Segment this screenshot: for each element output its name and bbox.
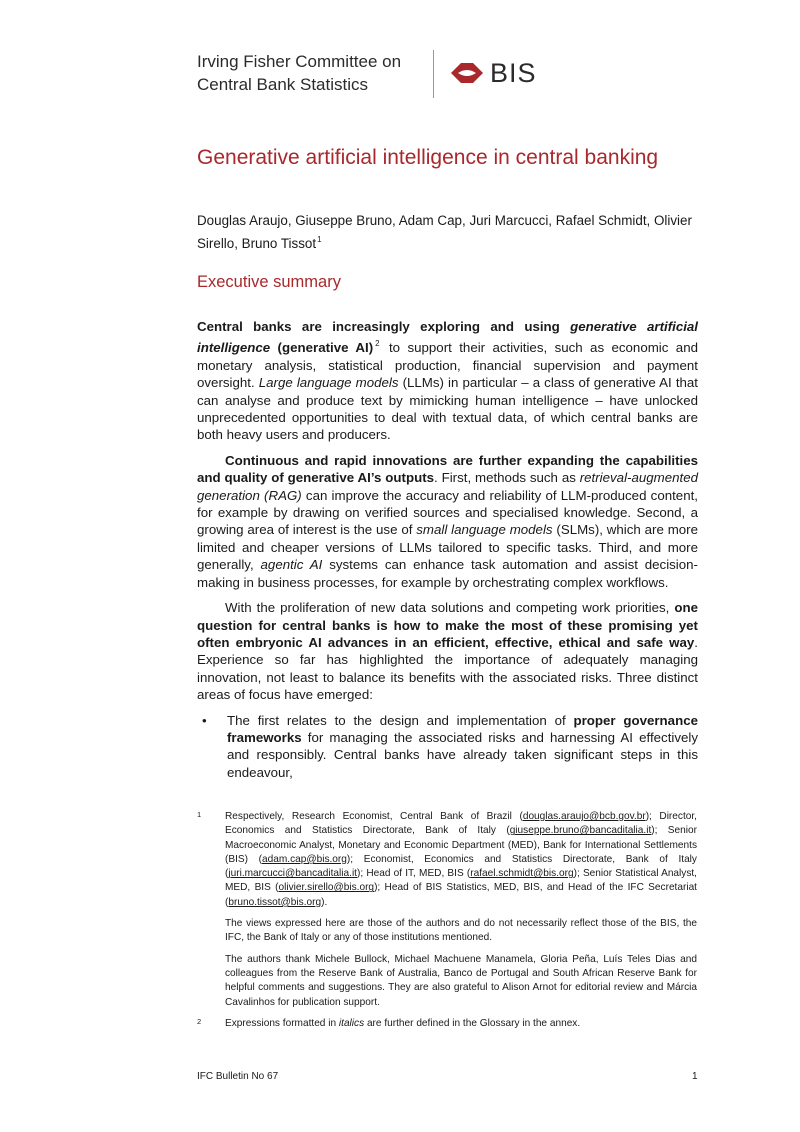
fn1-text-e: ); Head of IT, MED, BIS ( [357,868,471,880]
authors [197,212,702,253]
footnote-1-affiliations [225,810,697,910]
email-link[interactable]: adam.cap@bis.org [262,853,347,865]
email-link[interactable]: bruno.tissot@bis.org [228,896,322,908]
bullet1-text-2: for managing the associated risks and harnessing AI effectively and responsibly. Central banks have already taken significant steps in this endeavour, [227,729,698,780]
p1-bold-1: Central banks are increasingly exploring and using [197,319,571,334]
fn2-text-a: Expressions formatted in [225,1017,339,1029]
committee-line-2: Central Bank Statistics [197,75,369,94]
p3-text-2: . Experience so far has highlighted the importance of adequately managing innovation, not least to balance its benefits with the associated risks. Three distinct areas of focus have emerged: [197,634,698,703]
author-list: Douglas Araujo, Giuseppe Bruno, Adam Cap, Juri Marcucci, Rafael Schmidt, Olivier Sirello, Bruno Tissot [197,213,692,251]
fn2-italic: italics [338,1017,365,1029]
focus-areas-list [197,712,698,782]
body-text [197,318,698,781]
bis-logo [449,59,537,87]
p2-text-2: can improve the accuracy and reliability of LLM-produced content, for example by drawing on verified sources and specialised knowledge. Second, a growing area of interest is the use of [197,487,698,538]
p2-italic-3: agentic AI [260,557,323,573]
footnote-1-disclaimer: The views expressed here are those of the authors and do not necessarily reflect those of the BIS, the IFC, the Bank of Italy or any of those institutions mentioned. [225,918,697,944]
fn1-text-d: ); Economist, Economics and Statistics Directorate, Bank of Italy ( [225,853,697,880]
committee-name [197,50,401,96]
list-item [197,712,698,782]
paragraph-2 [197,452,698,591]
page-header [197,50,797,100]
email-link[interactable]: olivier.sirello@bis.org [278,882,375,894]
footnote-1-acknowledgements: The authors thank Michele Bullock, Michael Machuene Manamela, Gloria Peña, Luís Teles Dias and colleagues from the Reserve Bank of Australia, Banco de Portugal and South African Reserve Bank for helpful comments and suggestions. They are also grateful to Alison Arnot for editorial review and Márcia Cavalinhos for publication support. [225,953,697,1008]
paragraph-1 [197,318,698,444]
fn1-text-g: ); Head of BIS Statistics, MED, BIS, and Head of the IFC Secretariat ( [225,882,697,908]
paragraph-3 [197,599,698,703]
document-title: Generative artificial intelligence in central banking [197,146,659,169]
fn1-text-c: ); Senior Macroeconomic Analyst, Monetary and Economic Department (MED), Bank for International Settlements (BIS) ( [225,825,697,865]
p2-text-4: systems can enhance task automation and assist decision-making in business processes, for example by orchestrating complex workflows. [197,557,698,590]
footnote-1 [197,810,697,1010]
email-link[interactable]: juri.marcucci@bancaditalia.it [228,868,357,880]
fn1-text-h: ). [321,896,328,908]
committee-line-1: Irving Fisher Committee on [197,52,402,71]
section-title: Executive summary [197,273,341,291]
p2-italic-2: small language models [416,522,553,538]
p2-text-1: . First, methods such as [434,470,580,486]
p1-bold-2: (generative AI) [270,340,374,356]
email-link[interactable]: rafael.schmidt@bis.org [470,868,574,880]
p2-italic-1: retrieval-augmented generation (RAG) [197,470,698,503]
p1-bold-italic: generative artificial intelligence [197,319,698,356]
footer-publication: IFC Bulletin No 67 [197,1071,279,1082]
footnote-1-mark: 1 [197,810,202,819]
bullet-icon: • [202,712,207,728]
page-number: 1 [692,1071,698,1082]
bis-logo-text: BIS [490,58,537,88]
p2-text-3: (SLMs), which are more limited and cheaper versions of LLMs tailored to specific tasks. Third, and more generally, [197,522,698,573]
p3-bold: one question for central banks is how to make the most of these promising yet often embryonic AI advances in an efficient, effective, ethical and safe way [197,600,698,650]
bis-logo-icon [449,61,485,85]
bullet1-text-1: The first relates to the design and implementation of [227,712,574,728]
footnotes [197,810,697,1038]
p3-text-1: With the proliferation of new data solutions and competing work priorities, [225,600,675,616]
footnote-2-text [225,1017,697,1031]
fn1-text-b: ); Director, Economics and Statistics Directorate, Bank of Italy ( [225,811,697,837]
header-divider [433,50,434,98]
author-footnote-ref[interactable]: 1 [317,234,322,244]
footnote-ref-2[interactable]: 2 [375,339,380,349]
bullet1-bold: proper governance frameworks [227,712,698,745]
p1-text-2: (LLMs) in particular – a class of generative AI that can analyse and produce text by mimicking human intelligence – have unlocked unprecedented opportunities to deal with textual data, of which central banks are both heavy users and producers. [197,375,698,443]
fn1-text-a: Respectively, Research Economist, Central Bank of Brazil ( [225,811,523,822]
email-link[interactable]: douglas.araujo@bcb.gov.br [522,811,646,822]
p1-italic-1: Large language models [258,375,399,391]
email-link[interactable]: giuseppe.bruno@bancaditalia.it [509,825,652,837]
p2-bold: Continuous and rapid innovations are further expanding the capabilities and quality of generative AI’s outputs [197,452,698,486]
p1-text-1: to support their activities, such as economic and monetary analysis, statistical production, financial supervision and payment oversight. [197,340,698,391]
footnote-2 [197,1017,697,1031]
footnote-2-mark: 2 [197,1016,202,1026]
fn2-text-b: are further defined in the Glossary in the annex. [364,1017,581,1029]
fn1-text-f: ); Senior Statistical Analyst, MED, BIS ( [225,868,697,894]
